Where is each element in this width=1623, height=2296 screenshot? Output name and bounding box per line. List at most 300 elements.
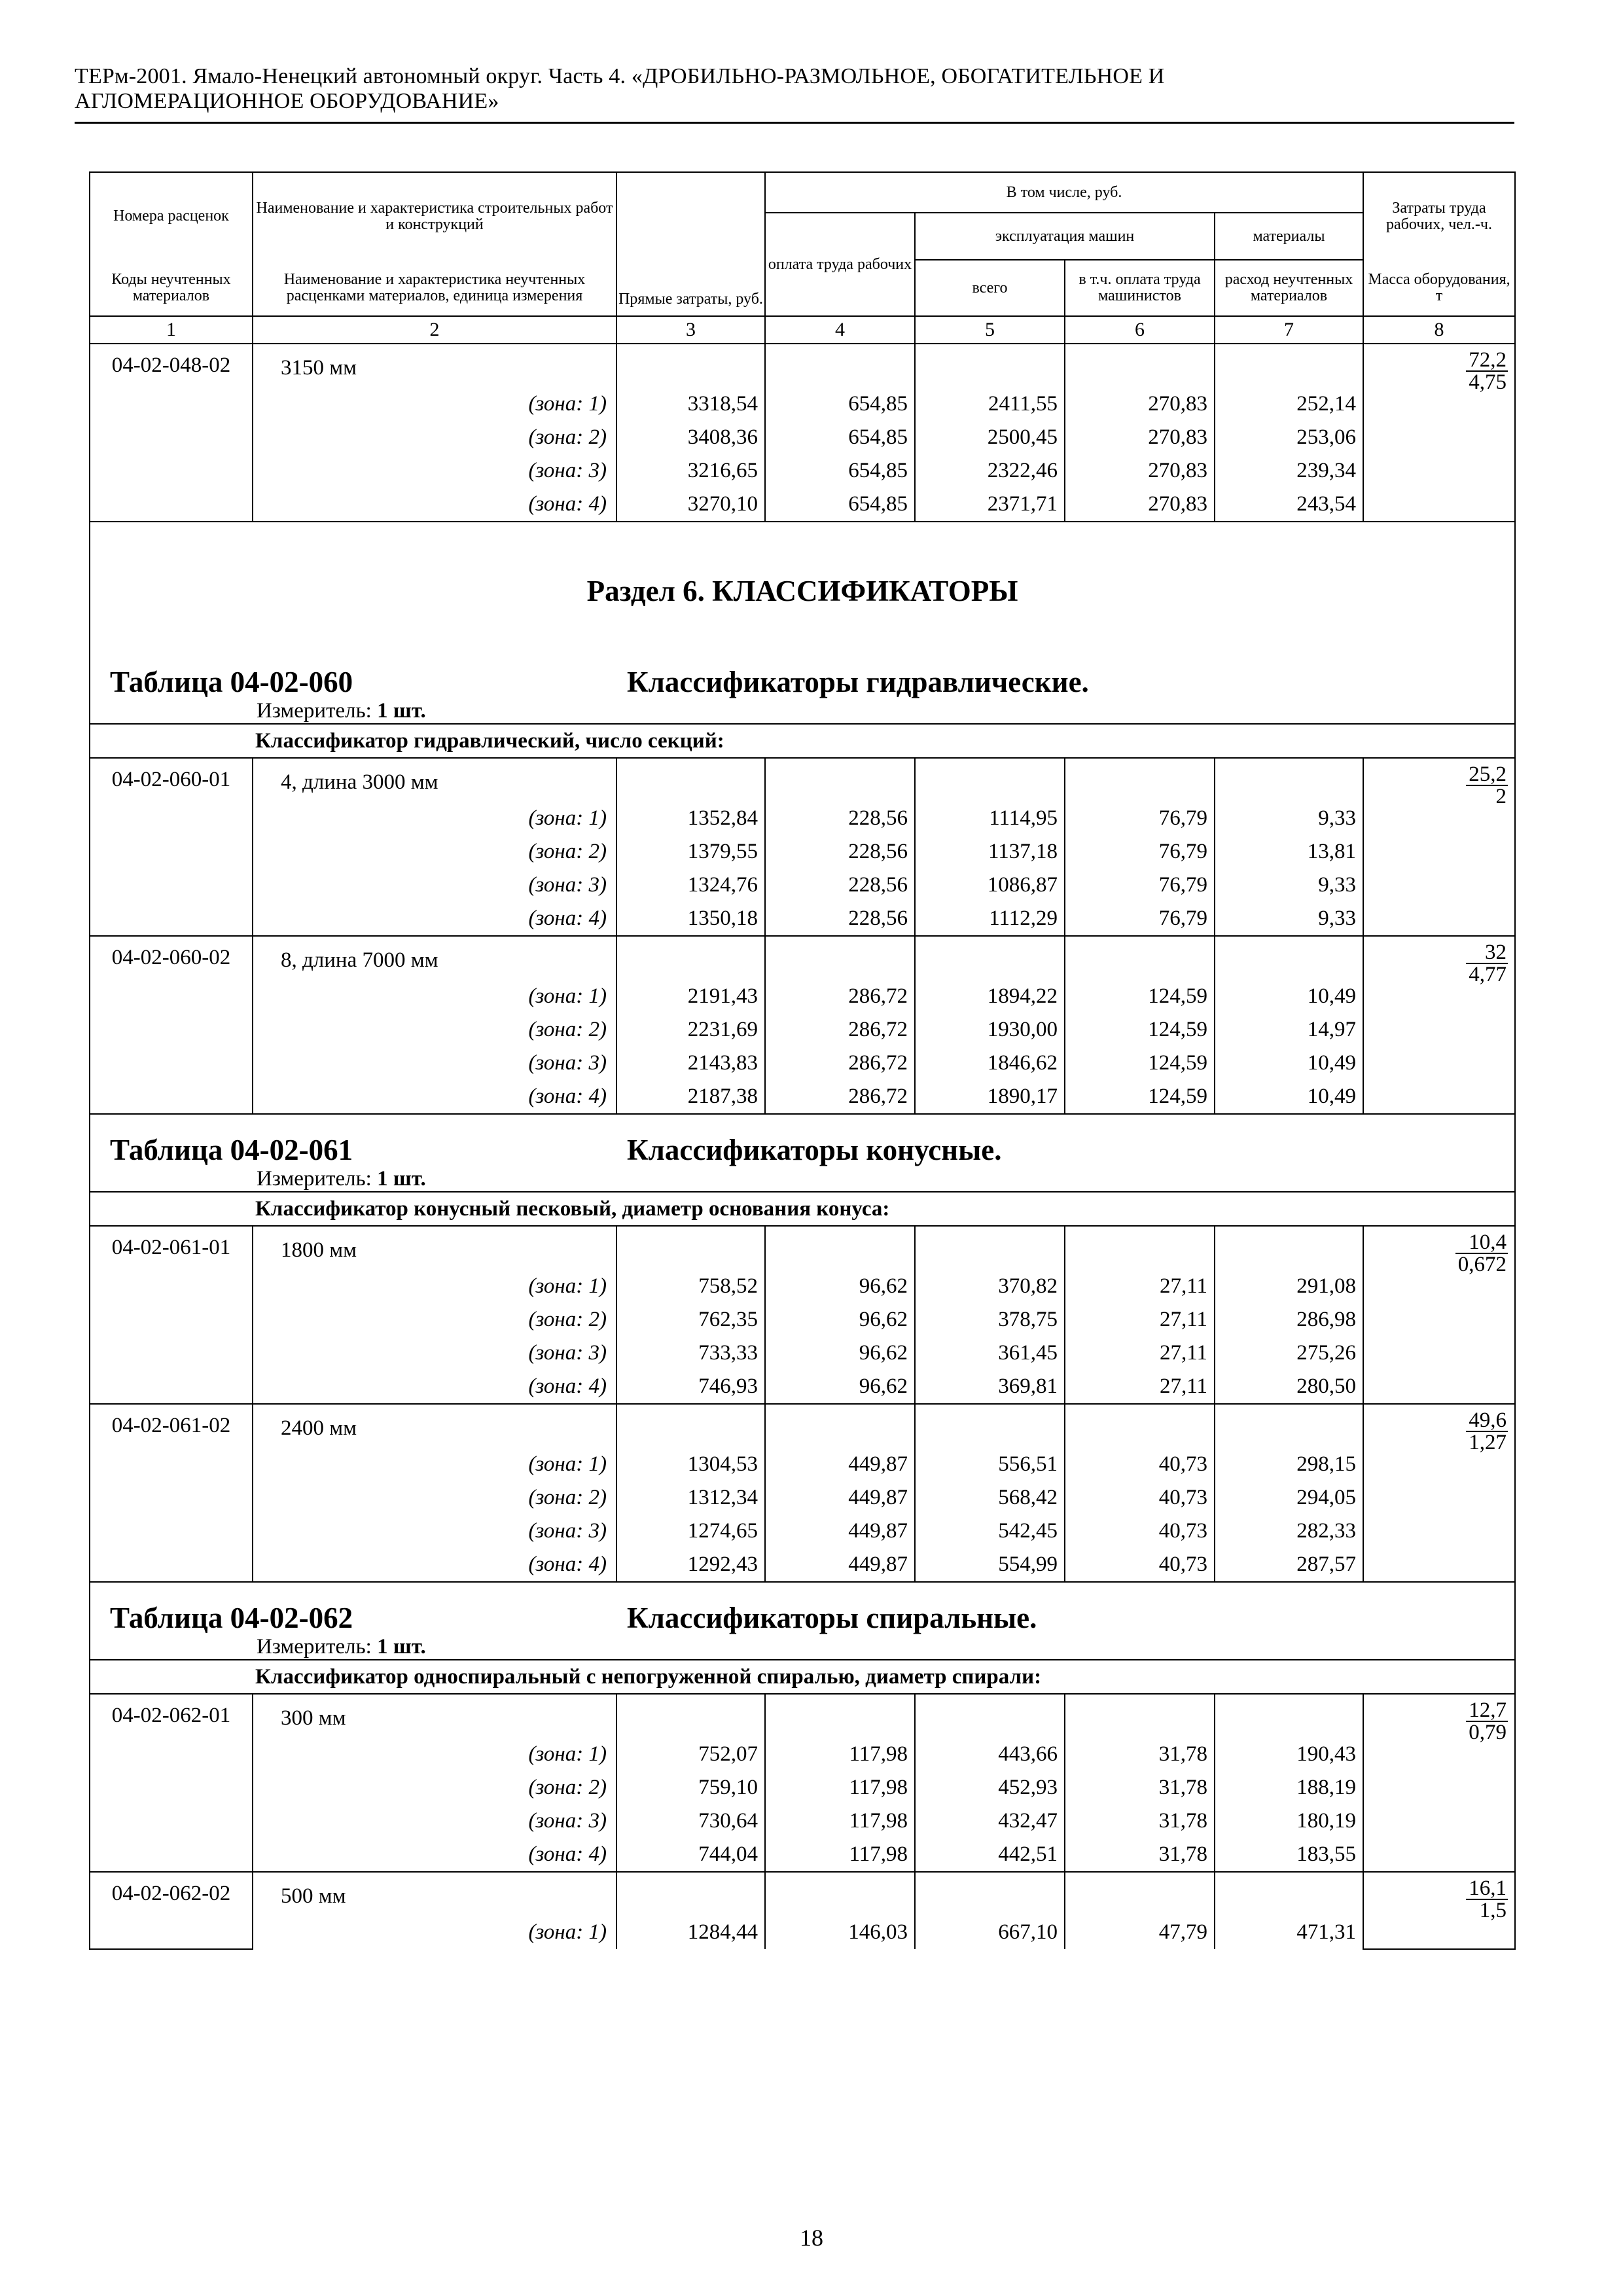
- labor-cost-value: 10,4: [1455, 1232, 1508, 1254]
- zone-label: (зона: 4): [253, 1370, 616, 1404]
- worker-pay-value: 117,98: [765, 1804, 915, 1838]
- machinist-pay-value: 31,78: [1065, 1804, 1215, 1838]
- zone-label: (зона: 3): [253, 869, 616, 902]
- header-name-unaccounted: Наименование и характеристика неучтенных расценками материалов, единица измерения: [253, 260, 616, 316]
- worker-pay-value: 449,87: [765, 1548, 915, 1582]
- direct-costs-value: 758,52: [616, 1270, 765, 1303]
- worker-pay-value: 449,87: [765, 1481, 915, 1515]
- zone-label: (зона: 1): [253, 1916, 616, 1949]
- zone-label: (зона: 4): [253, 902, 616, 936]
- machinist-pay-value: 31,78: [1065, 1838, 1215, 1872]
- item-row: [90, 344, 1515, 387]
- machine-total-value: 370,82: [915, 1270, 1065, 1303]
- rate-code: 04-02-062-01: [90, 1694, 253, 1872]
- machine-total-value: 369,81: [915, 1370, 1065, 1404]
- materials-value: 280,50: [1215, 1370, 1363, 1404]
- machinist-pay-value: 124,59: [1065, 1080, 1215, 1114]
- materials-value: 291,08: [1215, 1270, 1363, 1303]
- direct-costs-value: 2191,43: [616, 980, 765, 1013]
- header-rule: [75, 122, 1514, 124]
- labor-cost-value: 32: [1466, 942, 1508, 964]
- machine-total-value: 554,99: [915, 1548, 1065, 1582]
- machine-total-value: 542,45: [915, 1515, 1065, 1548]
- item-name: 8, длина 7000 мм: [253, 936, 616, 980]
- table-id: Таблица 04-02-061: [110, 1134, 353, 1166]
- labor-cost-value: 49,6: [1466, 1410, 1508, 1432]
- rate-code: 04-02-061-02: [90, 1404, 253, 1582]
- machinist-pay-value: 27,11: [1065, 1370, 1215, 1404]
- empty-cell: [1065, 344, 1215, 387]
- rate-code: 04-02-060-01: [90, 758, 253, 936]
- materials-value: 275,26: [1215, 1336, 1363, 1370]
- empty-cell: [765, 1694, 915, 1738]
- machinist-pay-value: 76,79: [1065, 902, 1215, 936]
- rates-table: [89, 171, 1516, 1950]
- zone-label: (зона: 1): [253, 980, 616, 1013]
- measure-line: [90, 699, 1514, 723]
- worker-pay-value: 117,98: [765, 1838, 915, 1872]
- machine-total-value: 1846,62: [915, 1047, 1065, 1080]
- machine-total-value: 667,10: [915, 1916, 1065, 1949]
- worker-pay-value: 228,56: [765, 835, 915, 869]
- worker-pay-value: 654,85: [765, 387, 915, 421]
- empty-cell: [1215, 1404, 1363, 1448]
- header-codes-unaccounted: Коды неучтенных материалов: [90, 260, 253, 316]
- machinist-pay-value: 40,73: [1065, 1548, 1215, 1582]
- empty-cell: [1065, 1872, 1215, 1916]
- direct-costs-value: 1304,53: [616, 1448, 765, 1481]
- empty-cell: [1215, 1226, 1363, 1270]
- empty-cell: [765, 1226, 915, 1270]
- zone-row: [90, 1047, 1515, 1080]
- item-row: [90, 1694, 1515, 1738]
- zone-row: [90, 1270, 1515, 1303]
- machinist-pay-value: 76,79: [1065, 802, 1215, 835]
- rate-code: 04-02-048-02: [90, 344, 253, 522]
- header-equipment-mass: Масса оборудования, т: [1363, 260, 1515, 316]
- rate-code: 04-02-062-02: [90, 1872, 253, 1949]
- zone-label: (зона: 2): [253, 421, 616, 454]
- table-title-cell: [90, 522, 1515, 724]
- item-name: 2400 мм: [253, 1404, 616, 1448]
- measure-label: Измеритель:: [257, 1635, 372, 1659]
- machine-total-value: 1137,18: [915, 835, 1065, 869]
- materials-value: 243,54: [1215, 488, 1363, 522]
- machine-total-value: 1112,29: [915, 902, 1065, 936]
- direct-costs-value: 746,93: [616, 1370, 765, 1404]
- measure-line: [90, 1635, 1514, 1659]
- header-direct-costs: Прямые затраты, руб.: [616, 172, 765, 316]
- zone-row: [90, 1370, 1515, 1404]
- machine-total-value: 378,75: [915, 1303, 1065, 1336]
- column-number: 6: [1065, 316, 1215, 344]
- machine-total-value: 2500,45: [915, 421, 1065, 454]
- machinist-pay-value: 124,59: [1065, 1047, 1215, 1080]
- worker-pay-value: 117,98: [765, 1771, 915, 1804]
- direct-costs-value: 1324,76: [616, 869, 765, 902]
- table-title-cell: [90, 1582, 1515, 1660]
- table-title: Классификаторы гидравлические.: [627, 666, 1089, 698]
- item-row: [90, 1872, 1515, 1916]
- labor-mass-fraction: [1466, 1878, 1508, 1921]
- zone-row: [90, 980, 1515, 1013]
- subheading: Классификатор конусный песковый, диаметр основания конуса:: [90, 1192, 1515, 1226]
- table-title: Классификаторы конусные.: [627, 1134, 1002, 1166]
- header-worker-pay: оплата труда рабочих: [765, 213, 915, 316]
- worker-pay-value: 96,62: [765, 1270, 915, 1303]
- machinist-pay-value: 27,11: [1065, 1270, 1215, 1303]
- zone-label: (зона: 3): [253, 1336, 616, 1370]
- empty-cell: [616, 344, 765, 387]
- empty-cell: [765, 344, 915, 387]
- zone-row: [90, 1303, 1515, 1336]
- empty-cell: [1065, 1226, 1215, 1270]
- header-including: В том числе, руб.: [765, 172, 1363, 213]
- zone-row: [90, 1515, 1515, 1548]
- labor-mass-fraction: [1466, 764, 1508, 807]
- empty-cell: [616, 1872, 765, 1916]
- machinist-pay-value: 270,83: [1065, 488, 1215, 522]
- materials-value: 14,97: [1215, 1013, 1363, 1047]
- materials-value: 180,19: [1215, 1804, 1363, 1838]
- zone-row: [90, 1013, 1515, 1047]
- zone-label: (зона: 3): [253, 1515, 616, 1548]
- direct-costs-value: 2231,69: [616, 1013, 765, 1047]
- machinist-pay-value: 40,73: [1065, 1481, 1215, 1515]
- measure-value: 1 шт.: [377, 1635, 426, 1659]
- zone-label: (зона: 2): [253, 835, 616, 869]
- direct-costs-value: 730,64: [616, 1804, 765, 1838]
- zone-label: (зона: 4): [253, 1838, 616, 1872]
- zone-label: (зона: 3): [253, 1804, 616, 1838]
- empty-cell: [765, 936, 915, 980]
- worker-pay-value: 654,85: [765, 454, 915, 488]
- direct-costs-value: 1292,43: [616, 1548, 765, 1582]
- empty-cell: [1215, 758, 1363, 802]
- machine-total-value: 1086,87: [915, 869, 1065, 902]
- item-name: 4, длина 3000 мм: [253, 758, 616, 802]
- subheading-row: [90, 1192, 1515, 1226]
- machinist-pay-value: 76,79: [1065, 869, 1215, 902]
- empty-cell: [616, 758, 765, 802]
- empty-cell: [1065, 936, 1215, 980]
- machine-total-value: 1114,95: [915, 802, 1065, 835]
- machinist-pay-value: 40,73: [1065, 1515, 1215, 1548]
- machine-total-value: 443,66: [915, 1738, 1065, 1771]
- materials-value: 287,57: [1215, 1548, 1363, 1582]
- measure-value: 1 шт.: [377, 1167, 426, 1191]
- machine-total-value: 361,45: [915, 1336, 1065, 1370]
- worker-pay-value: 96,62: [765, 1303, 915, 1336]
- table-id: Таблица 04-02-062: [110, 1602, 353, 1634]
- equipment-mass-value: 1,5: [1479, 1899, 1507, 1922]
- materials-value: 9,33: [1215, 869, 1363, 902]
- machinist-pay-value: 27,11: [1065, 1336, 1215, 1370]
- direct-costs-value: 1312,34: [616, 1481, 765, 1515]
- direct-costs-value: 3270,10: [616, 488, 765, 522]
- direct-costs-value: 1284,44: [616, 1916, 765, 1949]
- column-number: 1: [90, 316, 253, 344]
- labor-mass-cell: [1363, 758, 1515, 936]
- zone-row: [90, 454, 1515, 488]
- zone-row: [90, 1804, 1515, 1838]
- table-title-row: [90, 1114, 1515, 1192]
- direct-costs-value: 1379,55: [616, 835, 765, 869]
- column-number: 5: [915, 316, 1065, 344]
- zone-row: [90, 802, 1515, 835]
- empty-cell: [765, 758, 915, 802]
- equipment-mass-value: 2: [1495, 785, 1507, 808]
- zone-label: (зона: 1): [253, 1270, 616, 1303]
- labor-mass-fraction: [1466, 942, 1508, 985]
- zone-label: (зона: 2): [253, 1303, 616, 1336]
- empty-cell: [616, 936, 765, 980]
- equipment-mass-value: 0,672: [1457, 1253, 1507, 1276]
- table-title-cell: [90, 1114, 1515, 1192]
- zone-row: [90, 387, 1515, 421]
- item-row: [90, 1226, 1515, 1270]
- equipment-mass-value: 1,27: [1469, 1431, 1507, 1454]
- empty-cell: [1215, 1872, 1363, 1916]
- header-line-2: АГЛОМЕРАЦИОННОЕ ОБОРУДОВАНИЕ»: [75, 89, 499, 113]
- materials-value: 183,55: [1215, 1838, 1363, 1872]
- materials-value: 294,05: [1215, 1481, 1363, 1515]
- zone-label: (зона: 2): [253, 1481, 616, 1515]
- item-row: [90, 936, 1515, 980]
- zone-row: [90, 869, 1515, 902]
- direct-costs-value: 2143,83: [616, 1047, 765, 1080]
- machine-total-value: 2322,46: [915, 454, 1065, 488]
- zone-label: (зона: 4): [253, 1080, 616, 1114]
- labor-cost-value: 16,1: [1466, 1878, 1508, 1900]
- machine-total-value: 1930,00: [915, 1013, 1065, 1047]
- empty-cell: [915, 1404, 1065, 1448]
- zone-row: [90, 1771, 1515, 1804]
- header-machine-operation: эксплуатация машин: [915, 213, 1215, 260]
- subheading-row: [90, 724, 1515, 758]
- zone-row: [90, 1838, 1515, 1872]
- zone-row: [90, 1738, 1515, 1771]
- empty-cell: [915, 344, 1065, 387]
- machine-total-value: 568,42: [915, 1481, 1065, 1515]
- worker-pay-value: 228,56: [765, 869, 915, 902]
- direct-costs-value: 1352,84: [616, 802, 765, 835]
- labor-cost-value: 72,2: [1466, 350, 1508, 372]
- zone-label: (зона: 4): [253, 1548, 616, 1582]
- table-id: Таблица 04-02-060: [110, 666, 353, 698]
- rate-code: 04-02-061-01: [90, 1226, 253, 1404]
- empty-cell: [915, 936, 1065, 980]
- column-numbers-row: [90, 316, 1515, 344]
- direct-costs-value: 762,35: [616, 1303, 765, 1336]
- worker-pay-value: 286,72: [765, 1013, 915, 1047]
- zone-row: [90, 488, 1515, 522]
- zone-row: [90, 1481, 1515, 1515]
- zone-label: (зона: 2): [253, 1013, 616, 1047]
- zone-row: [90, 1916, 1515, 1949]
- empty-cell: [915, 1694, 1065, 1738]
- worker-pay-value: 228,56: [765, 902, 915, 936]
- machinist-pay-value: 31,78: [1065, 1771, 1215, 1804]
- equipment-mass-value: 4,75: [1469, 370, 1507, 394]
- empty-cell: [1215, 936, 1363, 980]
- zone-label: (зона: 1): [253, 1448, 616, 1481]
- page-number: 18: [800, 2225, 823, 2251]
- labor-mass-cell: [1363, 344, 1515, 522]
- empty-cell: [616, 1404, 765, 1448]
- empty-cell: [1065, 1404, 1215, 1448]
- materials-value: 282,33: [1215, 1515, 1363, 1548]
- empty-cell: [1215, 1694, 1363, 1738]
- header-name-works: Наименование и характеристика строительных работ и конструкций: [253, 172, 616, 260]
- header-incl-machinist-pay: в т.ч. оплата труда машинистов: [1065, 260, 1215, 316]
- table-title: Классификаторы спиральные.: [627, 1602, 1037, 1634]
- zone-label: (зона: 2): [253, 1771, 616, 1804]
- labor-mass-fraction: [1466, 350, 1508, 393]
- machinist-pay-value: 76,79: [1065, 835, 1215, 869]
- labor-mass-fraction: [1455, 1232, 1508, 1275]
- materials-value: 10,49: [1215, 1080, 1363, 1114]
- zone-row: [90, 1080, 1515, 1114]
- materials-value: 239,34: [1215, 454, 1363, 488]
- machine-total-value: 2371,71: [915, 488, 1065, 522]
- machinist-pay-value: 40,73: [1065, 1448, 1215, 1481]
- worker-pay-value: 286,72: [765, 1080, 915, 1114]
- direct-costs-value: 3216,65: [616, 454, 765, 488]
- machine-total-value: 442,51: [915, 1838, 1065, 1872]
- table-title-row: [90, 1582, 1515, 1660]
- materials-value: 13,81: [1215, 835, 1363, 869]
- item-name: 500 мм: [253, 1872, 616, 1916]
- empty-cell: [1065, 758, 1215, 802]
- worker-pay-value: 96,62: [765, 1336, 915, 1370]
- labor-mass-fraction: [1466, 1700, 1508, 1743]
- item-name: 1800 мм: [253, 1226, 616, 1270]
- header-labor-cost: Затраты труда рабочих, чел.-ч.: [1363, 172, 1515, 260]
- machinist-pay-value: 31,78: [1065, 1738, 1215, 1771]
- rate-code: 04-02-060-02: [90, 936, 253, 1114]
- direct-costs-value: 759,10: [616, 1771, 765, 1804]
- table-title-row: [90, 522, 1515, 724]
- direct-costs-value: 3408,36: [616, 421, 765, 454]
- header-total: всего: [915, 260, 1065, 316]
- worker-pay-value: 286,72: [765, 980, 915, 1013]
- equipment-mass-value: 0,79: [1469, 1721, 1507, 1744]
- direct-costs-value: 733,33: [616, 1336, 765, 1370]
- zone-label: (зона: 4): [253, 488, 616, 522]
- zone-row: [90, 902, 1515, 936]
- column-number: 8: [1363, 316, 1515, 344]
- header-unaccounted-materials: расход неучтенных материалов: [1215, 260, 1363, 316]
- zone-row: [90, 1336, 1515, 1370]
- zone-row: [90, 1448, 1515, 1481]
- header-line-1: ТЕРм-2001. Ямало-Ненецкий автономный округ. Часть 4. «ДРОБИЛЬНО-РАЗМОЛЬНОЕ, ОБОГАТИТЕЛЬНОЕ И: [75, 64, 1165, 88]
- materials-value: 10,49: [1215, 1047, 1363, 1080]
- measure-label: Измеритель:: [257, 699, 372, 723]
- machine-total-value: 432,47: [915, 1804, 1065, 1838]
- zone-label: (зона: 1): [253, 802, 616, 835]
- machine-total-value: 1890,17: [915, 1080, 1065, 1114]
- empty-cell: [1215, 344, 1363, 387]
- section-title: Раздел 6. КЛАССИФИКАТОРЫ: [586, 575, 1018, 607]
- labor-cost-value: 25,2: [1466, 764, 1508, 786]
- labor-mass-cell: [1363, 936, 1515, 1114]
- header-rate-numbers: Номера расценок: [90, 172, 253, 260]
- measure-line: [90, 1167, 1514, 1191]
- labor-mass-cell: [1363, 1404, 1515, 1582]
- direct-costs-value: 1350,18: [616, 902, 765, 936]
- materials-value: 253,06: [1215, 421, 1363, 454]
- empty-cell: [915, 1872, 1065, 1916]
- machine-total-value: 452,93: [915, 1771, 1065, 1804]
- zone-label: (зона: 1): [253, 387, 616, 421]
- empty-cell: [765, 1404, 915, 1448]
- machinist-pay-value: 27,11: [1065, 1303, 1215, 1336]
- document-header: [75, 64, 1514, 114]
- worker-pay-value: 449,87: [765, 1448, 915, 1481]
- header-materials: материалы: [1215, 213, 1363, 260]
- empty-cell: [1065, 1694, 1215, 1738]
- machinist-pay-value: 270,83: [1065, 454, 1215, 488]
- zone-row: [90, 421, 1515, 454]
- column-number: 2: [253, 316, 616, 344]
- machinist-pay-value: 124,59: [1065, 980, 1215, 1013]
- materials-value: 188,19: [1215, 1771, 1363, 1804]
- empty-cell: [915, 1226, 1065, 1270]
- measure-value: 1 шт.: [377, 699, 426, 723]
- empty-cell: [765, 1872, 915, 1916]
- labor-mass-fraction: [1466, 1410, 1508, 1453]
- machinist-pay-value: 124,59: [1065, 1013, 1215, 1047]
- materials-value: 190,43: [1215, 1738, 1363, 1771]
- measure-label: Измеритель:: [257, 1167, 372, 1191]
- machine-total-value: 2411,55: [915, 387, 1065, 421]
- subheading: Классификатор гидравлический, число секций:: [90, 724, 1515, 758]
- direct-costs-value: 3318,54: [616, 387, 765, 421]
- labor-mass-cell: [1363, 1226, 1515, 1404]
- direct-costs-value: 1274,65: [616, 1515, 765, 1548]
- worker-pay-value: 96,62: [765, 1370, 915, 1404]
- materials-value: 252,14: [1215, 387, 1363, 421]
- worker-pay-value: 117,98: [765, 1738, 915, 1771]
- zone-row: [90, 1548, 1515, 1582]
- worker-pay-value: 146,03: [765, 1916, 915, 1949]
- materials-value: 298,15: [1215, 1448, 1363, 1481]
- materials-value: 286,98: [1215, 1303, 1363, 1336]
- direct-costs-value: 752,07: [616, 1738, 765, 1771]
- worker-pay-value: 228,56: [765, 802, 915, 835]
- labor-cost-value: 12,7: [1466, 1700, 1508, 1722]
- empty-cell: [915, 758, 1065, 802]
- machine-total-value: 556,51: [915, 1448, 1065, 1481]
- subheading: Классификатор односпиральный с непогруженной спиралью, диаметр спирали:: [90, 1660, 1515, 1694]
- subheading-row: [90, 1660, 1515, 1694]
- item-name: 3150 мм: [253, 344, 616, 387]
- worker-pay-value: 654,85: [765, 488, 915, 522]
- labor-mass-cell: [1363, 1694, 1515, 1872]
- direct-costs-value: 2187,38: [616, 1080, 765, 1114]
- machinist-pay-value: 270,83: [1065, 387, 1215, 421]
- empty-cell: [616, 1694, 765, 1738]
- column-number: 4: [765, 316, 915, 344]
- item-name: 300 мм: [253, 1694, 616, 1738]
- machinist-pay-value: 47,79: [1065, 1916, 1215, 1949]
- direct-costs-value: 744,04: [616, 1838, 765, 1872]
- materials-value: 9,33: [1215, 902, 1363, 936]
- column-number: 3: [616, 316, 765, 344]
- zone-label: (зона: 1): [253, 1738, 616, 1771]
- zone-row: [90, 835, 1515, 869]
